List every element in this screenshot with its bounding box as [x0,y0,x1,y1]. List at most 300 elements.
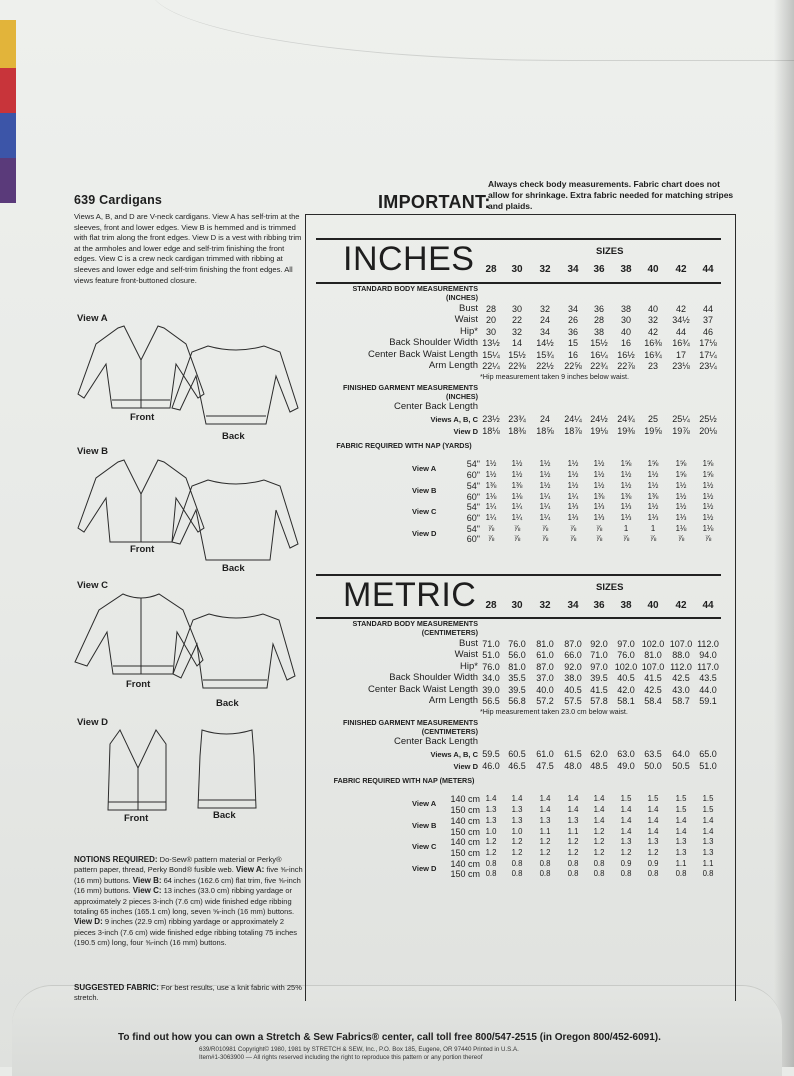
finished-value: 18⅞ [564,426,582,437]
fabric-yardage-value: 1.1 [675,858,687,868]
measurement-value: 39.5 [590,673,608,684]
measurement-value: 22½ [536,361,554,371]
fabric-yardage-value: 1.4 [702,826,714,836]
fabric-yardage-value: 1.4 [702,815,714,825]
measurement-value: 102.0 [641,639,665,649]
measurement-value: 14 [511,338,522,349]
measurement-value: 37.0 [536,673,554,684]
fabric-width-label: 140 cm [450,858,480,869]
fabric-yardage-value: 1.0 [485,826,497,836]
measurement-value: 15½ [590,338,608,349]
fabric-yardage-value: 1⅓ [675,512,687,522]
fabric-yardage-value: ⅞ [541,523,549,533]
view-d-drawing [104,728,262,812]
measurement-value: 22⅝ [564,361,582,371]
size-heading: 30 [511,600,523,611]
measurement-value: 44 [702,304,713,314]
finished-measurements-heading: FINISHED GARMENT MEASUREMENTS (INCHES) [343,383,478,401]
fabric-yardage-value: ⅞ [595,523,603,533]
measurement-value: 57.8 [590,696,608,706]
measurement-value: 16½ [617,349,635,360]
measurement-value: 38 [593,326,604,337]
fabric-yardage-value: 1¼ [485,502,497,512]
measurement-label: Bust [458,303,478,314]
finished-view-label: View D [453,427,478,437]
fabric-yardage-value: 1⅝ [702,459,714,469]
fabric-view-label: View B [412,485,437,495]
measurement-value: 46 [702,326,713,337]
finished-value: 46.0 [482,761,500,772]
size-heading: 44 [702,600,714,611]
fabric-yardage-value: 1.5 [647,794,659,804]
measurement-value: 81.0 [508,661,526,672]
finished-value: 24 [539,414,550,425]
hip-note: *Hip measurement taken 9 inches below waist. [480,372,630,382]
finished-value: 20⅛ [699,426,717,437]
fabric-yardage-value: 1⅜ [593,491,605,501]
measurement-value: 40.0 [536,684,554,695]
measurement-value: 40.5 [564,684,582,695]
fabric-yardage-value: 1.4 [620,805,632,815]
measurement-value: 112.0 [697,639,719,649]
view-b-front-caption: Front [130,544,155,555]
fabric-yardage-value: 1.2 [593,837,605,847]
color-stripe [0,158,16,203]
sizes-label: SIZES [596,246,624,257]
fabric-yardage-value: 0.8 [675,869,687,879]
measurement-value: 36 [593,304,604,314]
finished-value: 18⅝ [536,426,554,437]
finished-value: 62.0 [590,749,608,760]
measurement-value: 24 [539,315,550,326]
fabric-yardage-value: 1⅝ [702,470,714,480]
fabric-yardage-value: 1.2 [593,847,605,857]
fabric-required-heading: FABRIC REQUIRED WITH NAP (YARDS) [336,441,472,451]
fabric-yardage-value: ⅞ [541,534,549,544]
size-heading: 42 [675,600,687,611]
measurement-value: 34 [539,326,550,337]
fabric-yardage-value: ⅞ [595,534,603,544]
fabric-yardage-value: 1.2 [620,847,632,857]
measurement-value: 38.0 [564,673,582,684]
fabric-yardage-value: 1.3 [647,837,659,847]
measurement-value: 16¾ [672,338,690,349]
measurement-value: 30 [620,315,631,326]
fabric-width-label: 150 cm [450,869,480,880]
measurement-value: 42 [675,304,686,314]
fabric-yardage-value: 1.2 [539,847,551,857]
size-heading: 36 [593,600,605,611]
fabric-yardage-value: 1½ [539,470,551,480]
finished-view-label: Views A, B, C [430,750,478,760]
measurement-value: 22¾ [590,361,608,371]
fabric-yardage-value: ⅞ [649,534,657,544]
size-heading: 36 [593,264,605,275]
fabric-yardage-value: 1.3 [511,815,523,825]
measurement-label: Arm Length [428,360,478,371]
fabric-yardage-value: 0.9 [620,858,632,868]
fabric-yardage-value: 1.3 [567,815,579,825]
finished-value: 25½ [699,414,717,425]
finished-value: 46.5 [508,761,526,772]
measurement-label: Arm Length [428,695,478,706]
fabric-yardage-value: 1.5 [702,794,714,804]
fabric-yardage-value: 1.2 [567,847,579,857]
fabric-yardage-value: 1.4 [620,815,632,825]
fabric-yardage-value: 1⅝ [647,459,659,469]
view-b-back-caption: Back [222,563,245,574]
fabric-yardage-value: 1½ [620,470,632,480]
fabric-yardage-value: 1⅛ [485,491,497,501]
fabric-yardage-value: 1½ [702,480,714,490]
body-measurements-heading: STANDARD BODY MEASUREMENTS (CENTIMETERS) [352,619,478,637]
fabric-view-label: View A [412,799,437,809]
view-c-label: View C [77,580,108,591]
measurement-value: 15½ [508,349,526,360]
fabric-yardage-value: 1⅝ [675,470,687,480]
suggested-fabric: SUGGESTED FABRIC: For best results, use a knit fabric with 25% stretch. [74,983,302,1003]
fabric-yardage-value: 0.8 [567,858,579,868]
fabric-yardage-value: 1½ [620,480,632,490]
fabric-yardage-value: ⅞ [677,534,685,544]
fabric-yardage-value: 1.3 [485,815,497,825]
measurement-value: 22¼ [482,361,500,371]
fabric-yardage-value: 0.8 [511,858,523,868]
fabric-yardage-value: 1.2 [511,837,523,847]
size-heading: 44 [702,264,714,275]
measurement-value: 71.0 [590,650,608,661]
finished-value: 48.5 [590,761,608,772]
page-edge-shadow [774,0,794,1067]
fabric-yardage-value: 1½ [647,502,659,512]
fabric-yardage-value: 1.2 [511,847,523,857]
fabric-yardage-value: 1½ [567,480,579,490]
measurement-value: 15 [567,338,578,349]
fabric-yardage-value: 1¼ [511,502,523,512]
measurement-value: 22 [511,315,522,326]
fabric-yardage-value: 1⅓ [567,512,579,522]
measurement-value: 17⅛ [699,338,717,349]
measurement-value: 30 [485,326,496,337]
size-heading: 40 [647,264,659,275]
fabric-yardage-value: 1⅓ [593,512,605,522]
fabric-yardage-value: 1 [623,523,629,533]
finished-view-label: Views A, B, C [430,415,478,425]
fabric-width-label: 54" [466,502,480,513]
fabric-yardage-value: 1½ [593,480,605,490]
measurement-value: 15¼ [482,349,500,360]
size-heading: 42 [675,264,687,275]
fabric-yardage-value: 1⅜ [511,480,523,490]
measurement-value: 61.0 [536,650,554,661]
view-b-drawing [76,458,301,566]
fabric-yardage-value: 1.4 [647,805,659,815]
fabric-yardage-value: 1.4 [593,794,605,804]
fabric-width-label: 140 cm [450,837,480,848]
fabric-yardage-value: 0.8 [511,869,523,879]
size-heading: 28 [485,264,497,275]
fabric-width-label: 54" [466,459,480,470]
fabric-yardage-value: 1⅓ [567,502,579,512]
fabric-yardage-value: 1½ [675,480,687,490]
measurement-value: 76.0 [617,650,635,661]
fabric-width-label: 150 cm [450,847,480,858]
fabric-yardage-value: 0.8 [647,869,659,879]
measurement-value: 81.0 [644,650,662,661]
fabric-view-label: View B [412,820,437,830]
measurement-value: 20 [485,315,496,326]
measurement-value: 42 [647,326,658,337]
size-heading: 32 [539,600,551,611]
finished-value: 63.5 [644,749,662,760]
finished-value: 24¾ [617,414,635,425]
fabric-yardage-value: 1⅝ [675,459,687,469]
finished-measurements-heading: FINISHED GARMENT MEASUREMENTS (CENTIMETERS) [343,718,478,736]
measurement-value: 32 [647,315,658,326]
hip-note: *Hip measurement taken 23.0 cm below waist. [480,707,628,717]
fabric-yardage-value: 0.8 [620,869,632,879]
finished-value: 65.0 [699,749,717,760]
fabric-yardage-value: 0.8 [539,869,551,879]
fabric-yardage-value: 1.3 [675,847,687,857]
measurement-value: 40 [647,304,658,314]
fabric-yardage-value: 1.4 [567,794,579,804]
measurement-value: 66.0 [564,650,582,661]
fabric-yardage-value: 1⅜ [620,491,632,501]
measurement-value: 58.1 [617,696,635,706]
finished-value: 25 [647,414,658,425]
measurement-value: 39.0 [482,684,500,695]
fabric-yardage-value: 0.8 [567,869,579,879]
center-back-length-label: Center Back Length [394,736,478,748]
finished-value: 47.5 [536,761,554,772]
view-a-front-caption: Front [130,412,155,423]
measurement-value: 16¾ [644,349,662,360]
fabric-yardage-value: 1.4 [675,826,687,836]
finished-value: 61.5 [564,749,582,760]
size-heading: 30 [511,264,523,275]
fabric-yardage-value: 1.3 [485,805,497,815]
fabric-yardage-value: 1⅝ [620,459,632,469]
fabric-yardage-value: 1½ [539,459,551,469]
finished-value: 59.5 [482,749,500,760]
body-measurements-heading: STANDARD BODY MEASUREMENTS (INCHES) [352,284,478,302]
measurement-value: 14½ [536,338,554,349]
measurement-value: 23 [647,361,658,371]
measurement-value: 16 [567,349,578,360]
fabric-yardage-value: 1⅓ [593,502,605,512]
fabric-yardage-value: 1½ [647,470,659,480]
measurement-value: 44 [675,326,686,337]
finished-value: 24½ [590,414,608,425]
fabric-yardage-value: 1½ [675,502,687,512]
measurement-value: 35.5 [508,673,526,684]
measurement-value: 16⅜ [644,338,662,349]
fabric-yardage-value: 1.3 [620,837,632,847]
finished-value: 23¾ [508,414,526,425]
measurement-value: 32 [539,304,550,314]
pattern-title: 639 Cardigans [74,193,163,207]
fabric-yardage-value: 0.8 [593,869,605,879]
fabric-yardage-value: 1½ [567,459,579,469]
fabric-view-label: View C [412,507,437,517]
fabric-yardage-value: 1½ [539,480,551,490]
view-d-back-caption: Back [213,810,236,821]
measurement-value: 112.0 [670,661,692,672]
fabric-yardage-value: 1½ [593,459,605,469]
measurement-value: 36 [567,326,578,337]
finished-value: 50.5 [672,761,690,772]
measurement-value: 43.5 [699,673,717,684]
footer-promo: To find out how you can own a Stretch & Sew Fabrics® center, call toll free 800/547-2515 (in Oregon 800/452-6091). [118,1032,661,1043]
fabric-yardage-value: 1.5 [675,794,687,804]
fabric-yardage-value: 1⅓ [620,512,632,522]
finished-value: 24¼ [564,414,582,425]
fabric-yardage-value: 1.4 [485,794,497,804]
measurement-value: 57.2 [536,696,554,706]
fabric-yardage-value: 1⅜ [485,480,497,490]
fabric-yardage-value: 1.3 [511,805,523,815]
measurement-value: 16 [620,338,631,349]
fabric-yardage-value: ⅞ [513,534,521,544]
measurement-value: 87.0 [564,639,582,649]
finished-value: 51.0 [699,761,717,772]
fabric-yardage-value: 1.5 [675,805,687,815]
measurement-value: 117.0 [697,661,719,672]
fabric-yardage-value: 1¼ [567,491,579,501]
fabric-yardage-value: 1⅛ [702,523,714,533]
size-heading: 32 [539,264,551,275]
fabric-yardage-value: 1½ [511,459,523,469]
fabric-yardage-value: 1.4 [675,815,687,825]
measurement-value: 37 [702,315,713,326]
fabric-yardage-value: 1.3 [539,815,551,825]
fabric-width-label: 60" [466,534,480,545]
view-a-back-caption: Back [222,431,245,442]
measurement-value: 42.5 [672,673,690,684]
fabric-yardage-value: 1⅓ [647,512,659,522]
fabric-width-label: 60" [466,470,480,481]
fabric-view-label: View C [412,842,437,852]
fabric-yardage-value: 1.4 [620,826,632,836]
measurement-value: 81.0 [536,639,554,649]
fabric-view-label: View A [412,464,437,474]
fabric-yardage-value: 1.5 [702,805,714,815]
size-heading: 34 [567,264,579,275]
measurement-label: Waist [454,314,478,326]
measurement-value: 17 [675,349,686,360]
size-heading: 40 [647,600,659,611]
fabric-yardage-value: 1.1 [567,826,579,836]
fabric-yardage-value: 1.2 [647,847,659,857]
view-a-label: View A [77,313,108,324]
fabric-yardage-value: 1.3 [702,847,714,857]
measurement-value: 107.0 [669,639,693,649]
fabric-yardage-value: 1.4 [647,815,659,825]
fabric-yardage-value: ⅞ [569,523,577,533]
measurement-value: 56.5 [482,696,500,706]
sizes-label: SIZES [596,582,624,593]
finished-view-label: View D [453,762,478,772]
fabric-yardage-value: ⅞ [622,534,630,544]
measurement-value: 92.0 [564,661,582,672]
finished-value: 19⅝ [644,426,662,437]
measurement-value: 56.0 [508,650,526,661]
view-d-label: View D [77,717,108,728]
important-label: IMPORTANT: [378,192,491,212]
measurement-value: 102.0 [614,661,638,672]
color-stripe [0,68,16,113]
fabric-yardage-value: 1.1 [539,826,551,836]
fabric-yardage-value: 1.1 [702,858,714,868]
finished-value: 19⅛ [590,426,608,437]
fabric-yardage-value: 1.4 [567,805,579,815]
footer-copyright: 639/R010981 Copyright© 1980, 1981 by STRETCH & SEW, Inc., P.O. Box 185, Eugene, OR 97440 Printed in U.S.A. Item#1-3063900 — All rights reserved including the right to reproduce this pattern or any portion thereof [199,1046,519,1061]
fabric-yardage-value: 1⅛ [511,491,523,501]
fabric-yardage-value: ⅞ [487,523,495,533]
fabric-yardage-value: 1½ [567,470,579,480]
finished-value: 19⅜ [617,426,635,437]
view-a-drawing [76,324,301,434]
measurement-value: 59.1 [699,696,717,706]
measurement-value: 57.5 [564,696,582,706]
fabric-required-heading: FABRIC REQUIRED WITH NAP (METERS) [333,776,475,786]
fabric-yardage-value: 1¼ [511,512,523,522]
measurement-label: Back Shoulder Width [389,672,478,684]
fabric-yardage-value: 1.4 [647,826,659,836]
measurement-value: 15¾ [536,349,554,360]
fabric-yardage-value: 1½ [485,459,497,469]
finished-value: 48.0 [564,761,582,772]
fabric-yardage-value: ⅞ [513,523,521,533]
fabric-yardage-value: 1.0 [511,826,523,836]
measurement-value: 34.0 [482,673,500,684]
fabric-yardage-value: 1½ [702,512,714,522]
fabric-yardage-value: 1¼ [539,491,551,501]
fabric-yardage-value: 1¼ [539,512,551,522]
finished-value: 18⅜ [508,426,526,437]
measurement-value: 22⅜ [508,361,526,371]
measurement-value: 17¼ [699,349,717,360]
fabric-yardage-value: 0.8 [485,858,497,868]
fabric-yardage-value: 1.2 [485,837,497,847]
size-heading: 38 [620,264,632,275]
color-stripe [0,20,16,68]
fabric-yardage-value: ⅞ [569,534,577,544]
fabric-width-label: 150 cm [450,826,480,837]
measurement-value: 97.0 [590,661,608,672]
measurement-value: 88.0 [672,650,690,661]
measurement-value: 87.0 [536,661,554,672]
measurement-value: 58.4 [644,696,662,706]
measurement-value: 58.7 [672,696,690,706]
fabric-yardage-value: 1½ [702,491,714,501]
measurement-value: 38 [620,304,631,314]
finished-value: 25¼ [672,414,690,425]
size-heading: 28 [485,600,497,611]
fabric-yardage-value: 1.4 [539,794,551,804]
fabric-yardage-value: 1.4 [593,815,605,825]
measurement-value: 76.0 [482,661,500,672]
fabric-yardage-value: 1½ [647,480,659,490]
measurement-value: 94.0 [699,650,717,661]
measurement-value: 71.0 [482,639,500,649]
finished-value: 19⅞ [672,426,690,437]
measurement-value: 22⅞ [617,361,635,371]
measurement-value: 28 [593,315,604,326]
fabric-yardage-value: 0.8 [539,858,551,868]
fabric-yardage-value: 1½ [675,491,687,501]
